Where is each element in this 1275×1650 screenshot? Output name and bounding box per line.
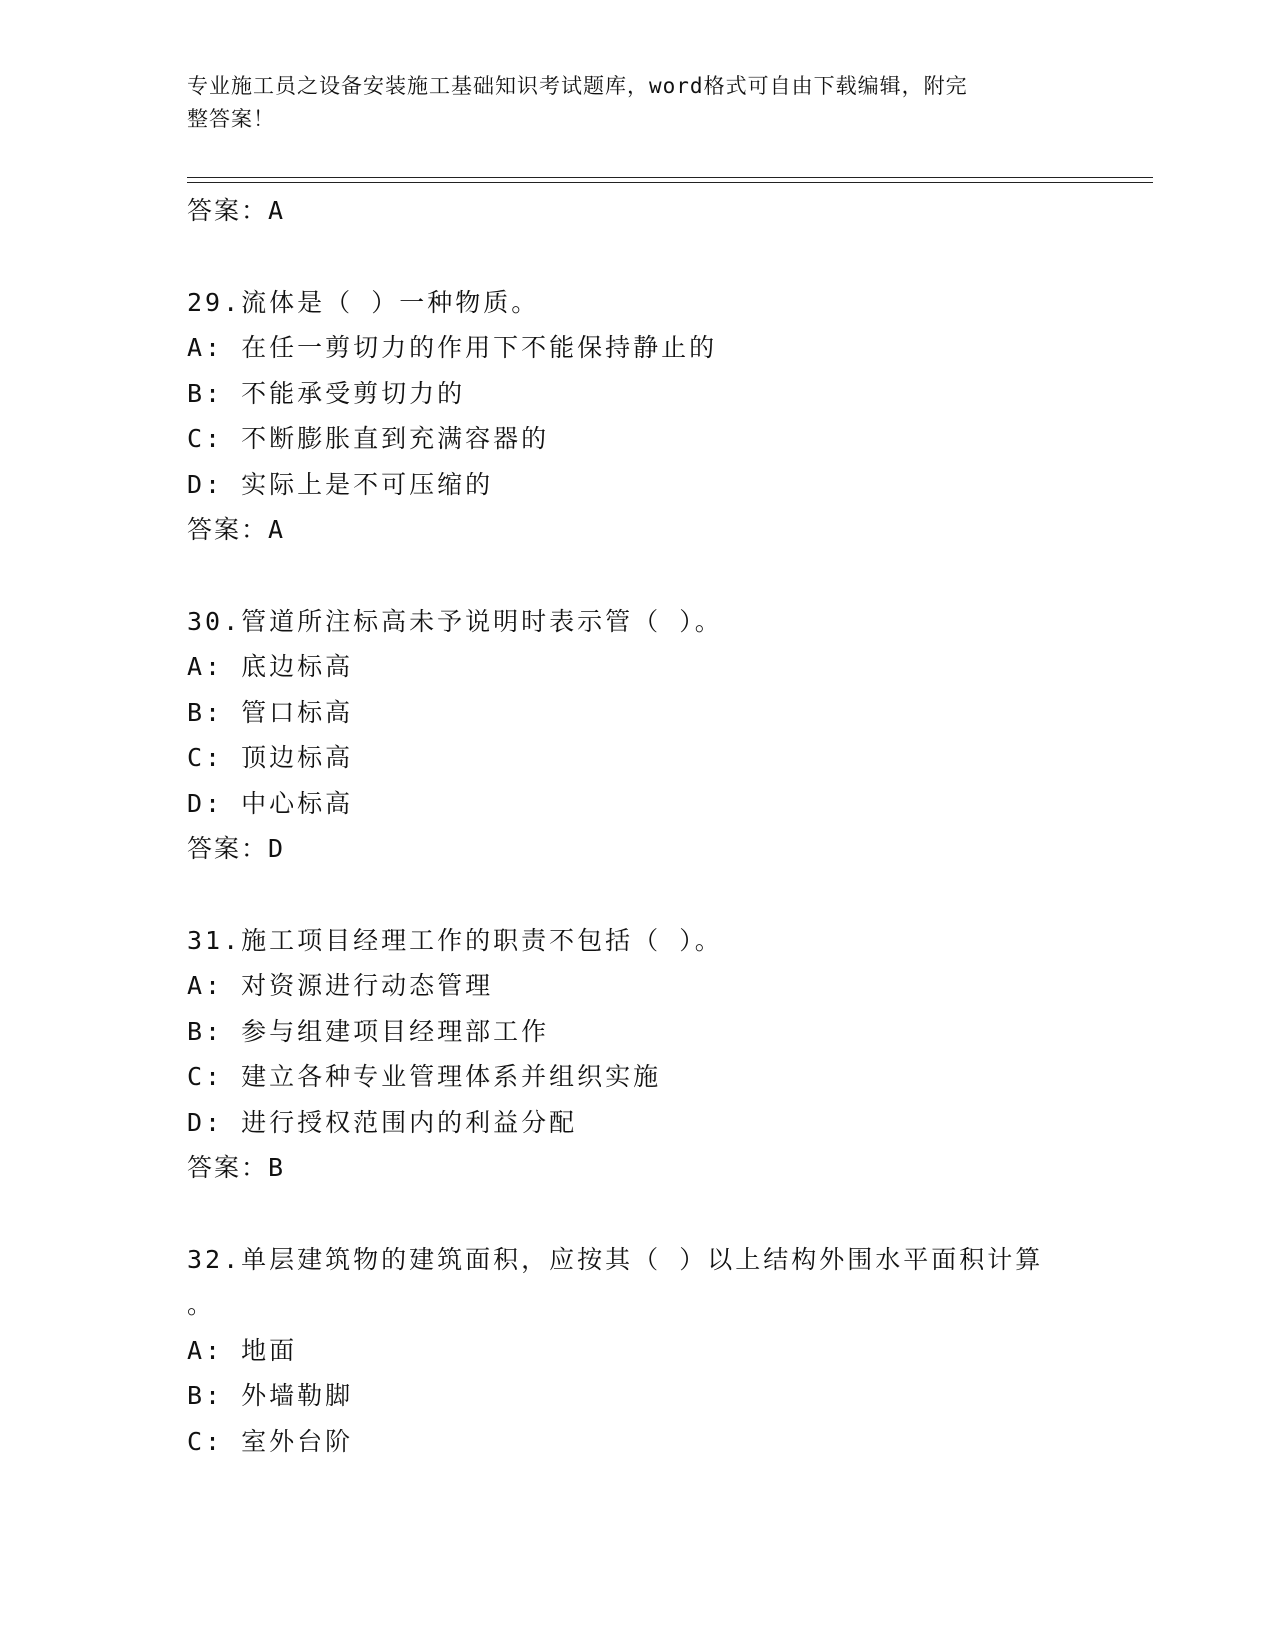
answer-line: 答案：A bbox=[187, 196, 286, 225]
spacer bbox=[187, 234, 1127, 280]
question-31 bbox=[187, 918, 1127, 1191]
document-header bbox=[187, 70, 1067, 136]
option-d: D: 实际上是不可压缩的 bbox=[187, 469, 494, 499]
header-divider-bottom bbox=[187, 182, 1153, 183]
header-line-2: 整答案！ bbox=[187, 107, 275, 131]
option-c: C: 顶边标高 bbox=[187, 743, 354, 772]
question-stem: 31.施工项目经理工作的职责不包括（ ）。 bbox=[187, 925, 723, 955]
option-b: B: 不能承受剪切力的 bbox=[187, 378, 466, 408]
answer-line: 答案：A bbox=[187, 515, 286, 544]
question-stem: 30.管道所注标高未予说明时表示管（ ）。 bbox=[187, 606, 723, 636]
question-stem: 29.流体是（ ）一种物质。 bbox=[187, 287, 540, 317]
option-c: C: 不断膨胀直到充满容器的 bbox=[187, 424, 550, 453]
spacer bbox=[187, 553, 1127, 599]
option-a: A: 底边标高 bbox=[187, 652, 354, 681]
option-a: A: 对资源进行动态管理 bbox=[187, 971, 494, 1000]
header-divider-top bbox=[187, 177, 1153, 178]
option-b: B: 管口标高 bbox=[187, 697, 354, 727]
option-a: A: 地面 bbox=[187, 1335, 298, 1365]
answer-line: 答案：D bbox=[187, 834, 286, 863]
option-c: C: 室外台阶 bbox=[187, 1426, 354, 1456]
option-d: D: 中心标高 bbox=[187, 788, 354, 818]
spacer bbox=[187, 872, 1127, 918]
option-b: B: 外墙勒脚 bbox=[187, 1381, 354, 1410]
option-a: A: 在任一剪切力的作用下不能保持静止的 bbox=[187, 333, 718, 362]
header-line-1: 专业施工员之设备安装施工基础知识考试题库，word格式可自由下载编辑，附完 bbox=[187, 74, 968, 98]
spacer bbox=[187, 1191, 1127, 1237]
option-d: D: 进行授权范围内的利益分配 bbox=[187, 1107, 578, 1137]
option-c: C: 建立各种专业管理体系并组织实施 bbox=[187, 1062, 662, 1091]
question-32 bbox=[187, 1237, 1127, 1465]
question-30 bbox=[187, 599, 1127, 872]
question-29 bbox=[187, 280, 1127, 553]
question-list bbox=[187, 188, 1127, 1464]
option-b: B: 参与组建项目经理部工作 bbox=[187, 1016, 550, 1046]
question-stem: 32.单层建筑物的建筑面积，应按其（ ）以上结构外围水平面积计算 bbox=[187, 1244, 1044, 1274]
question-stem-continuation: 。 bbox=[187, 1290, 216, 1319]
answer-line: 答案：B bbox=[187, 1153, 286, 1182]
